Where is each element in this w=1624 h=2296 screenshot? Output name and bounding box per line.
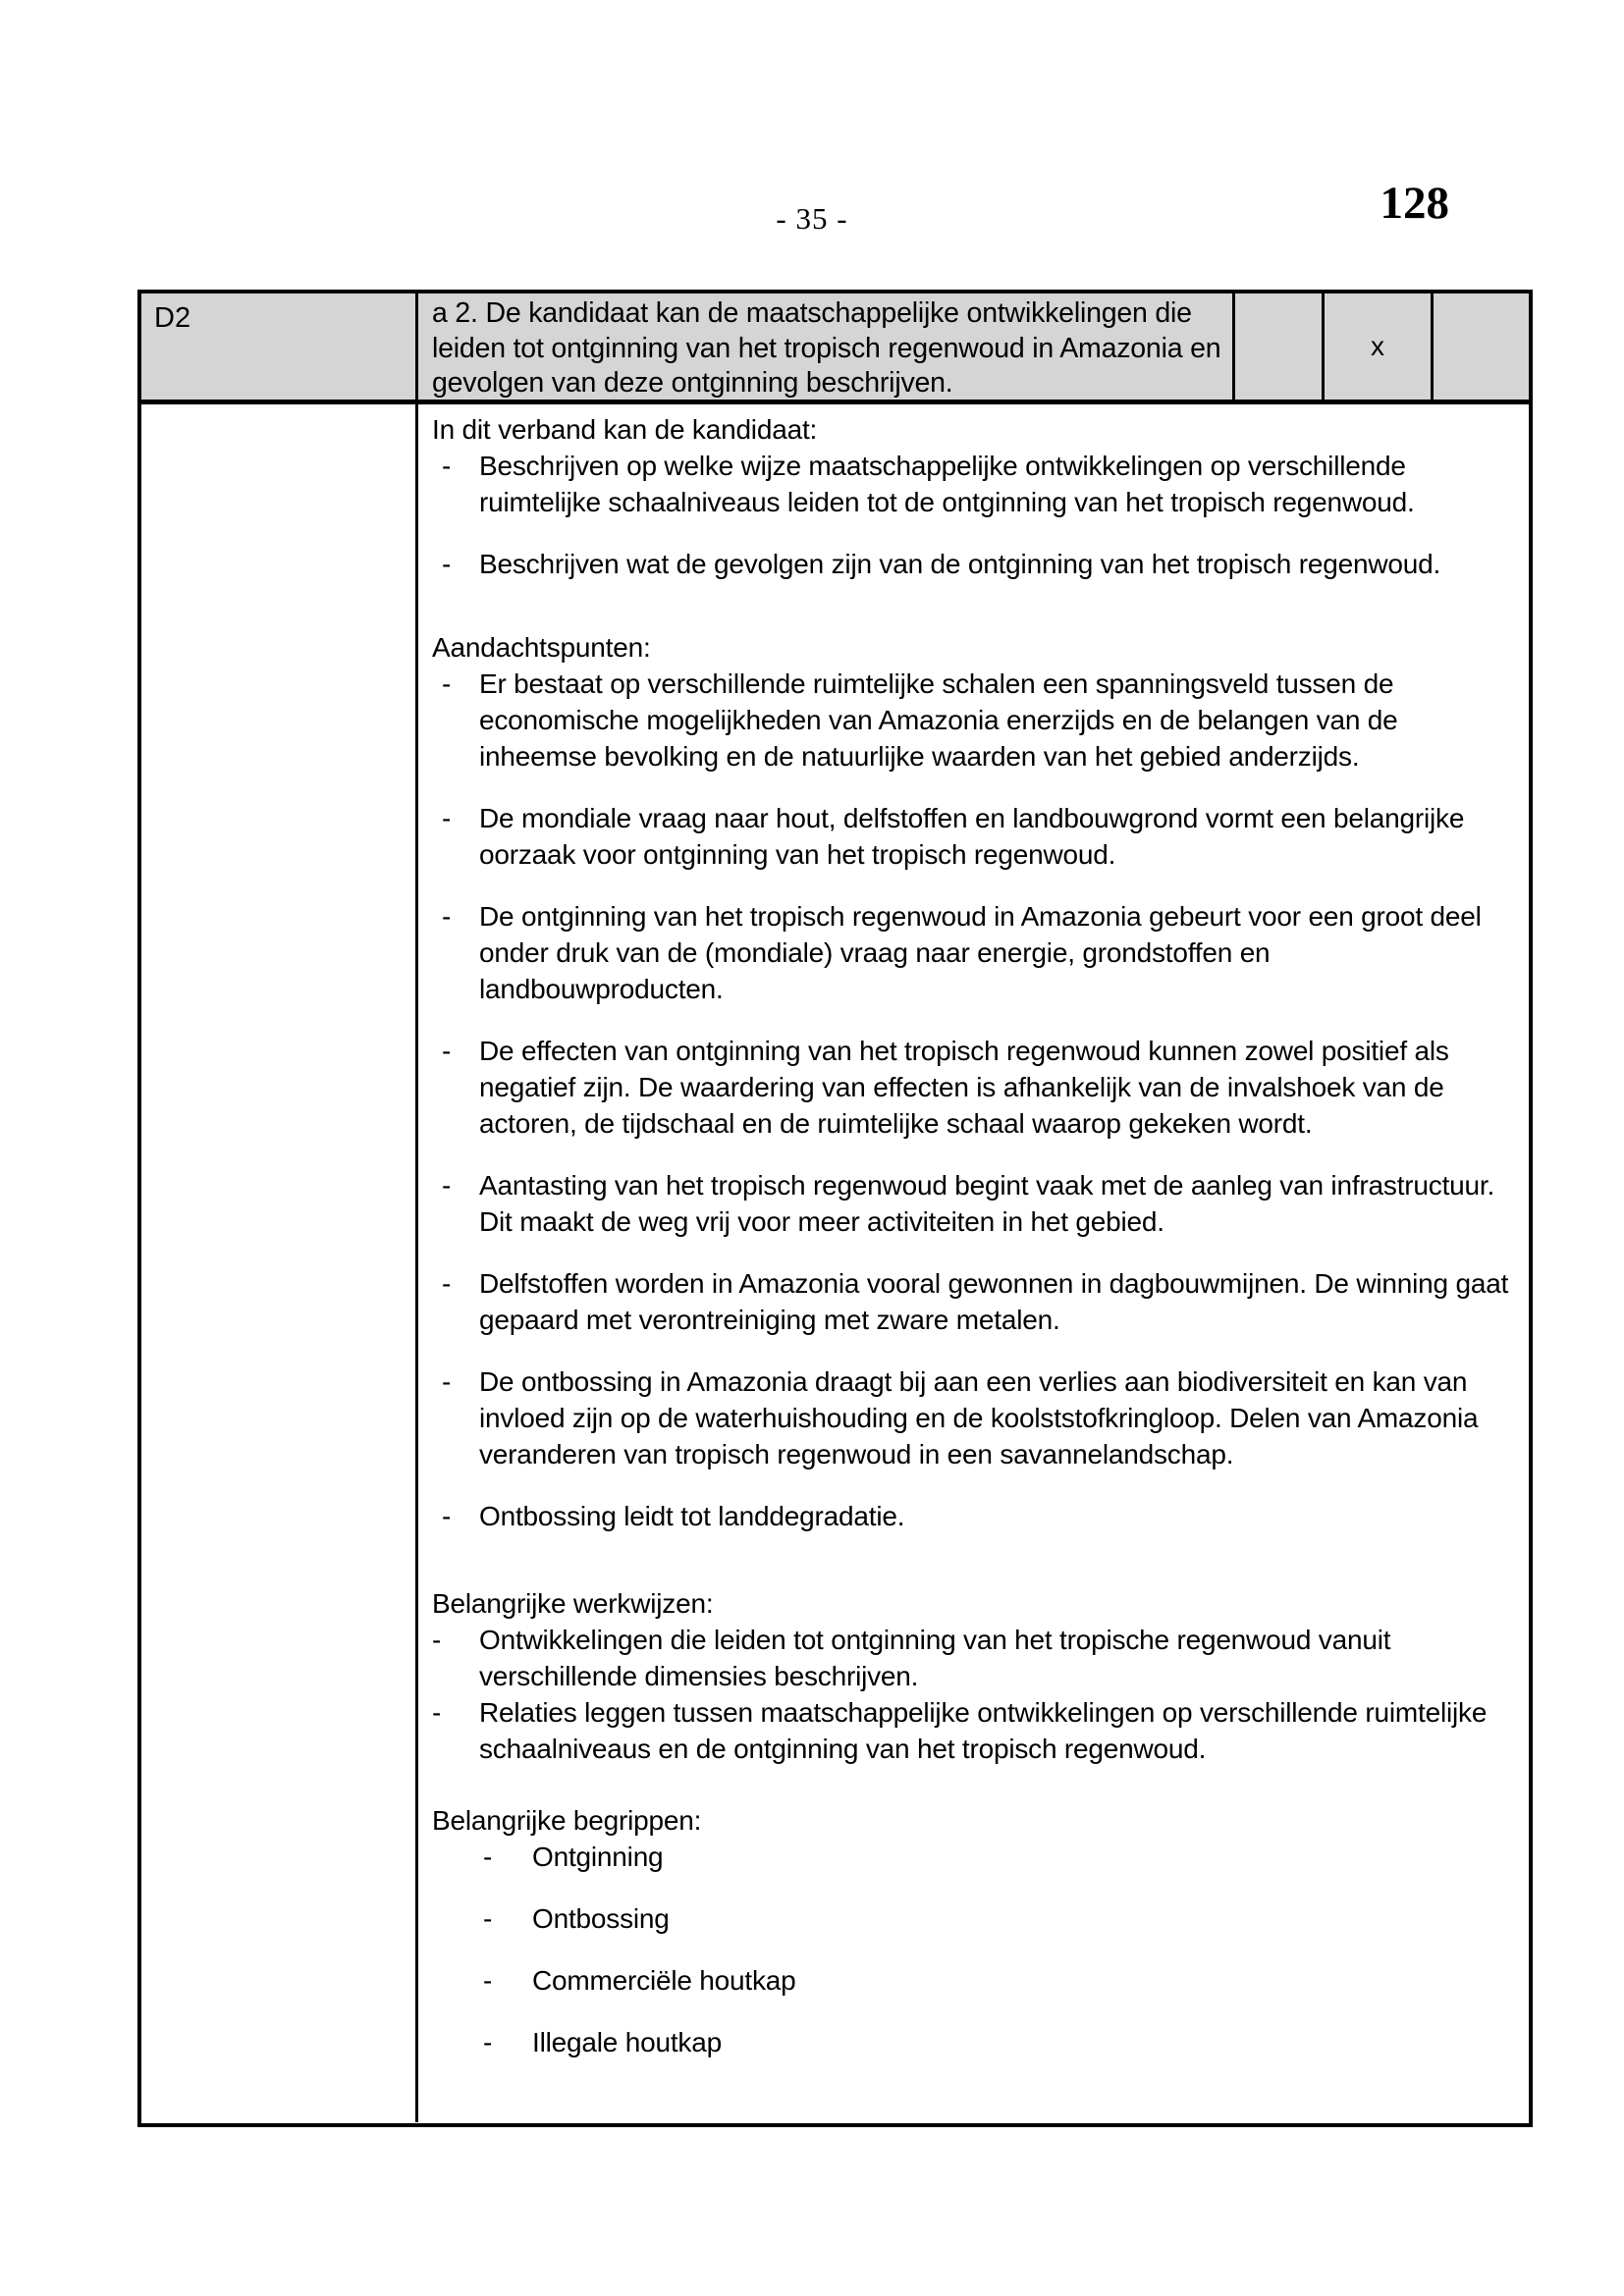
list-item-text: De effecten van ontginning van het tropisch regenwoud kunnen zowel positief als negatief zijn. De waardering van effecten is afhankelijk van de invalshoek van de actoren, de tijdschaal en de ruimtelijke schaal waarop gekeken wordt.: [479, 1036, 1449, 1139]
dash-bullet: -: [483, 2027, 493, 2057]
body-cell-content: [418, 404, 1529, 2122]
section-title-werkwijzen: Belangrijke werkwijzen:: [432, 1588, 714, 1619]
list-item: [432, 448, 1519, 520]
specification-table: [137, 290, 1533, 2127]
list-item: [432, 666, 1519, 774]
list-item-text: De ontginning van het tropisch regenwoud in Amazonia gebeurt voor een groot deel onder druk van de (mondiale) vraag naar energie, grondstoffen en landbouwproducten.: [479, 901, 1482, 1004]
term-text: Ontbossing: [532, 1903, 670, 1934]
dash-bullet: -: [442, 803, 452, 833]
header-cell-code: D2: [141, 294, 418, 400]
header-cell-empty-2: [1434, 294, 1529, 400]
dash-bullet: -: [483, 1903, 493, 1934]
list-item-text: Delfstoffen worden in Amazonia vooral gewonnen in dagbouwmijnen. De winning gaat gepaard met verontreiniging met zware metalen.: [479, 1268, 1509, 1335]
list-item-text: Relaties leggen tussen maatschappelijke ontwikkelingen op verschillende ruimtelijke schaalniveaus en de ontginning van het tropisch regenwoud.: [479, 1697, 1488, 1764]
list-item-text: Beschrijven wat de gevolgen zijn van de ontginning van het tropisch regenwoud.: [479, 549, 1441, 579]
body-cell-left-empty: [141, 404, 418, 2122]
dash-bullet: -: [432, 1625, 442, 1655]
dash-bullet: -: [442, 1170, 452, 1201]
list-item: [432, 546, 1519, 582]
list-item-text: Ontwikkelingen die leiden tot ontginning van het tropische regenwoud vanuit verschillende dimensies beschrijven.: [479, 1625, 1391, 1691]
section-title-aandachtspunten: Aandachtspunten:: [432, 632, 651, 663]
list-item: [432, 898, 1519, 1007]
list-item-text: Aantasting van het tropisch regenwoud begint vaak met de aanleg van infrastructuur. Dit maakt de weg vrij voor meer activiteiten in het gebied.: [479, 1170, 1495, 1237]
list-item: [432, 1498, 1519, 1534]
list-item-text: De mondiale vraag naar hout, delfstoffen en landbouwgrond vormt een belangrijke oorzaak voor ontginning van het tropisch regenwoud.: [479, 803, 1465, 870]
dash-bullet: -: [442, 549, 452, 579]
term-item: [432, 1839, 1519, 1875]
page-number: - 35 -: [776, 201, 848, 236]
list-item-text: Beschrijven op welke wijze maatschappelijke ontwikkelingen op verschillende ruimtelijke schaalniveaus leiden tot de ontginning van het tropisch regenwoud.: [479, 451, 1415, 517]
corner-page-number: 128: [1380, 178, 1449, 229]
dash-bullet: -: [483, 1965, 493, 1996]
list-item: [432, 1363, 1519, 1472]
dash-bullet: -: [442, 901, 452, 932]
intro-line: In dit verband kan de kandidaat:: [432, 414, 818, 445]
list-item: [432, 800, 1519, 873]
list-item-text: Ontbossing leidt tot landdegradatie.: [479, 1501, 905, 1531]
list-item: [432, 1265, 1519, 1338]
table-header-row: [141, 294, 1529, 404]
header-cell-objective: a 2. De kandidaat kan de maatschappelijke ontwikkelingen die leiden tot ontginning van het tropisch regenwoud in Amazonia en gevolgen van deze ontginning beschrijven.: [418, 294, 1235, 400]
table-body-row: [141, 404, 1529, 2122]
section-title-begrippen: Belangrijke begrippen:: [432, 1805, 702, 1836]
dash-bullet: -: [442, 1366, 452, 1397]
term-item: [432, 1962, 1519, 1999]
list-item: [432, 1622, 1519, 1694]
dash-bullet: -: [442, 1036, 452, 1066]
list-item: [432, 1167, 1519, 1240]
list-item: [432, 1033, 1519, 1142]
dash-bullet: -: [442, 668, 452, 699]
header-cell-mark: x: [1325, 294, 1434, 400]
term-text: Illegale houtkap: [532, 2027, 722, 2057]
term-item: [432, 2024, 1519, 2060]
dash-bullet: -: [442, 1501, 452, 1531]
term-text: Ontginning: [532, 1842, 664, 1872]
dash-bullet: -: [442, 451, 452, 481]
dash-bullet: -: [483, 1842, 493, 1872]
list-item-text: Er bestaat op verschillende ruimtelijke schalen een spanningsveld tussen de economische mogelijkheden van Amazonia enerzijds en de belangen van de inheemse bevolking en de natuurlijke waarden van het gebied anderzijds.: [479, 668, 1398, 772]
term-text: Commerciële houtkap: [532, 1965, 796, 1996]
header-cell-empty-1: [1235, 294, 1325, 400]
term-item: [432, 1900, 1519, 1937]
dash-bullet: -: [442, 1268, 452, 1299]
dash-bullet: -: [432, 1697, 442, 1728]
list-item-text: De ontbossing in Amazonia draagt bij aan een verlies aan biodiversiteit en kan van invloed zijn op de waterhuishouding en de koolststofkringloop. Delen van Amazonia veranderen van tropisch regenwoud in een savannelandschap.: [479, 1366, 1479, 1469]
list-item: [432, 1694, 1519, 1767]
